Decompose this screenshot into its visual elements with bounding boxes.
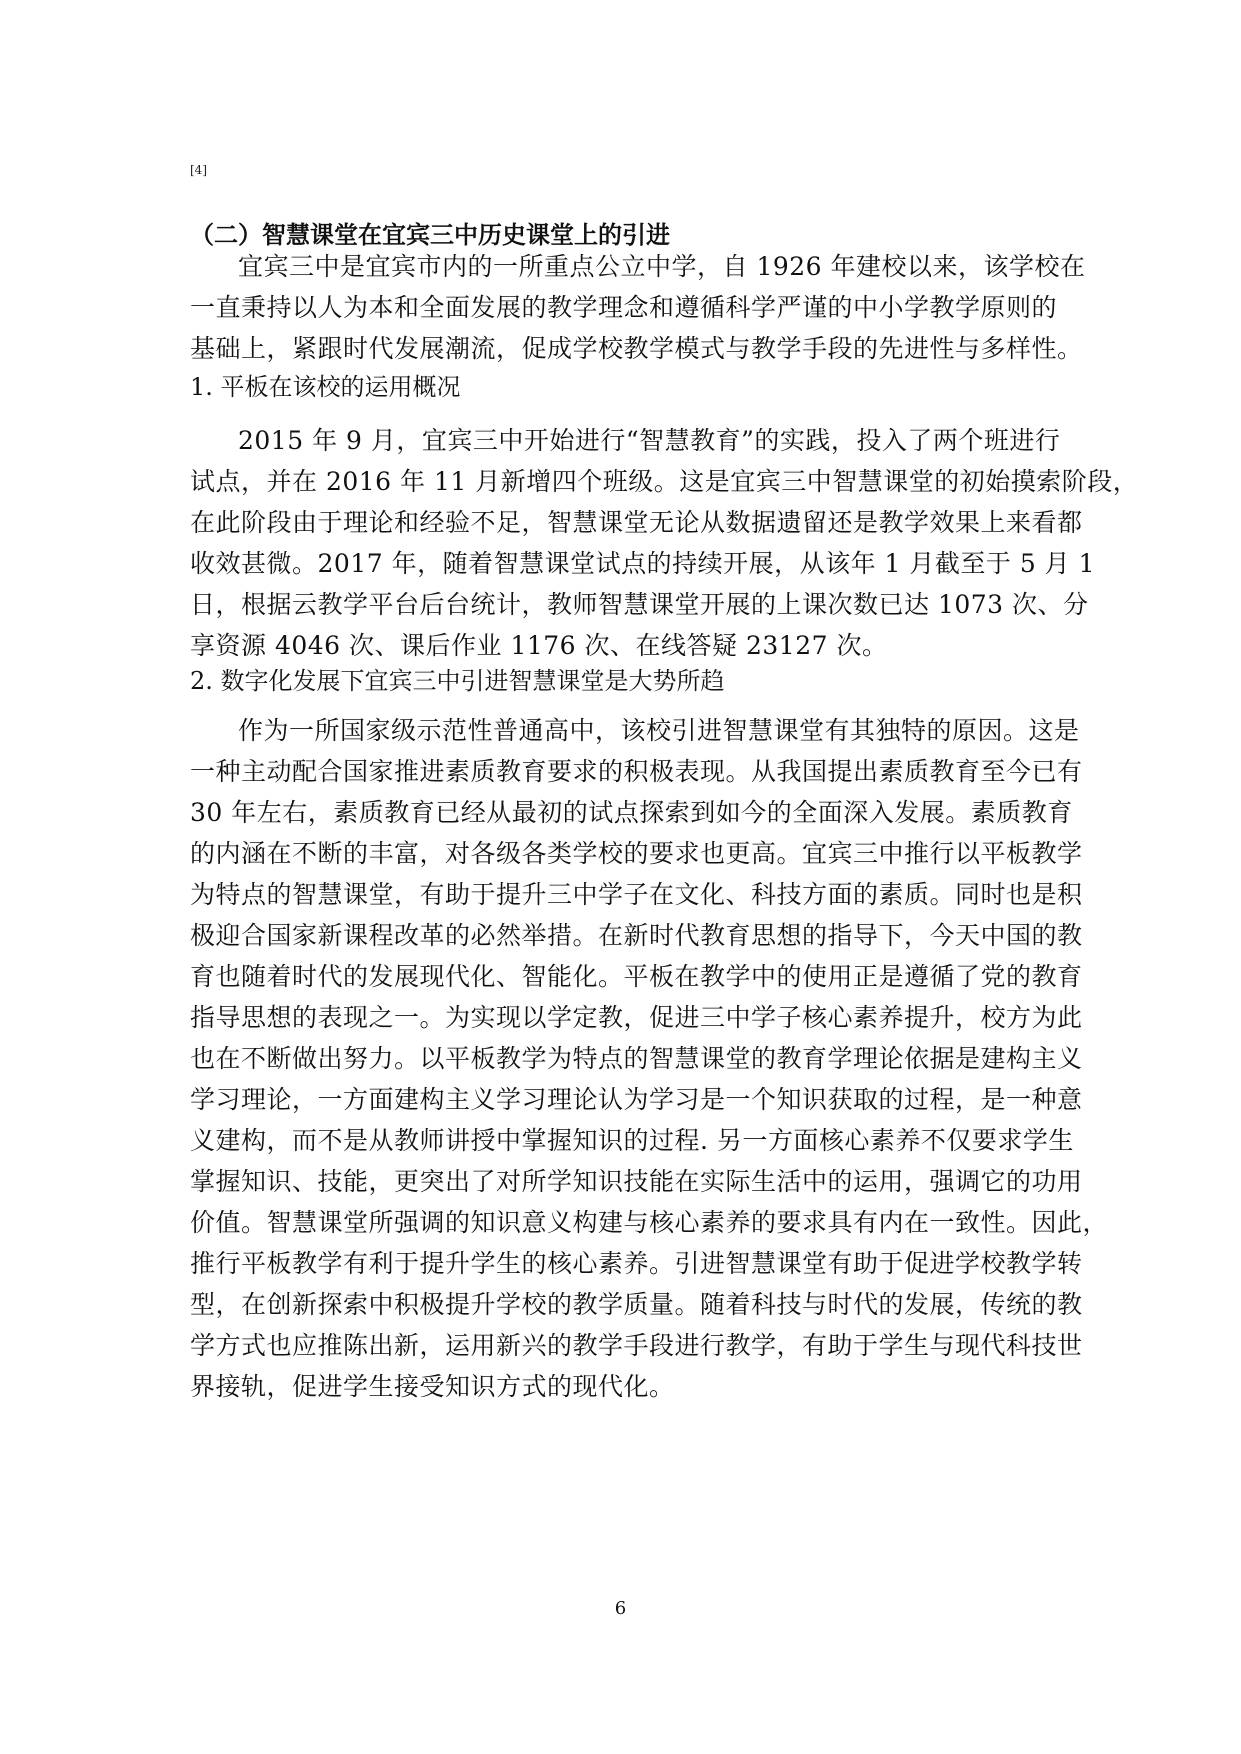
- text-line: 作为一所国家级示范性普通高中，该校引进智慧课堂有其独特的原因。这是: [238, 716, 1080, 745]
- text-line: 义建构，而不是从教师讲授中掌握知识的过程. 另一方面核心素养不仅要求学生: [190, 1126, 1074, 1155]
- subheading-tablet-usage: 1. 平板在该校的运用概况: [190, 373, 461, 401]
- text-line: 也在不断做出努力。以平板教学为特点的智慧课堂的教育学理论依据是建构主义: [190, 1044, 1083, 1073]
- footnote-reference: [4]: [190, 163, 207, 177]
- text-line: 育也随着时代的发展现代化、智能化。平板在教学中的使用正是遵循了党的教育: [190, 962, 1083, 991]
- paragraph-digital-trend: [190, 710, 1109, 1407]
- text-line: 基础上，紧跟时代发展潮流，促成学校教学模式与教学手段的先进性与多样性。: [190, 334, 1083, 363]
- text-line: 宜宾三中是宜宾市内的一所重点公立中学，自 1926 年建校以来，该学校在: [238, 252, 1086, 281]
- text-line: 推行平板教学有利于提升学生的核心素养。引进智慧课堂有助于促进学校教学转: [190, 1249, 1083, 1278]
- text-line: 享资源 4046 次、课后作业 1176 次、在线答疑 23127 次。: [190, 631, 888, 660]
- text-line: 价值。智慧课堂所强调的知识意义构建与核心素养的要求具有内在一致性。因此，: [190, 1208, 1109, 1237]
- text-line: 收效甚微。2017 年，随着智慧课堂试点的持续开展，从该年 1 月截至于 5 月 1: [190, 549, 1096, 578]
- text-line: 一直秉持以人为本和全面发展的教学理念和遵循科学严谨的中小学教学原则的: [190, 293, 1058, 322]
- page-number: 6: [614, 1598, 627, 1619]
- text-line: 学习理论，一方面建构主义学习理论认为学习是一个知识获取的过程，是一种意: [190, 1085, 1083, 1114]
- text-line: 界接轨，促进学生接受知识方式的现代化。: [190, 1372, 675, 1401]
- text-line: 在此阶段由于理论和经验不足，智慧课堂无论从数据遗留还是教学效果上来看都: [190, 508, 1083, 537]
- paragraph-tablet-usage: [190, 420, 1139, 666]
- text-line: 极迎合国家新课程改革的必然举措。在新时代教育思想的指导下，今天中国的教: [190, 921, 1083, 950]
- text-line: 指导思想的表现之一。为实现以学定教，促进三中学子核心素养提升，校方为此: [190, 1003, 1083, 1032]
- text-line: 2015 年 9 月，宜宾三中开始进行“智慧教育”的实践，投入了两个班进行: [238, 426, 1061, 455]
- text-line: 为特点的智慧课堂，有助于提升三中学子在文化、科技方面的素质。同时也是积: [190, 880, 1083, 909]
- text-line: 型，在创新探索中积极提升学校的教学质量。随着科技与时代的发展，传统的教: [190, 1290, 1083, 1319]
- text-line: 的内涵在不断的丰富，对各级各类学校的要求也更高。宜宾三中推行以平板教学: [190, 839, 1083, 868]
- paragraph-school-intro: [190, 246, 1086, 369]
- text-line: 学方式也应推陈出新，运用新兴的教学手段进行教学，有助于学生与现代科技世: [190, 1331, 1083, 1360]
- text-line: 掌握知识、技能，更突出了对所学知识技能在实际生活中的运用，强调它的功用: [190, 1167, 1083, 1196]
- text-line: 30 年左右，素质教育已经从最初的试点探索到如今的全面深入发展。素质教育: [190, 798, 1073, 827]
- subheading-digital-trend: 2. 数字化发展下宜宾三中引进智慧课堂是大势所趋: [190, 667, 725, 695]
- text-line: 一种主动配合国家推进素质教育要求的积极表现。从我国提出素质教育至今已有: [190, 757, 1083, 786]
- text-line: 日，根据云教学平台后台统计，教师智慧课堂开展的上课次数已达 1073 次、分: [190, 590, 1089, 619]
- section-heading: （二）智慧课堂在宜宾三中历史课堂上的引进: [190, 221, 670, 249]
- text-line: 试点，并在 2016 年 11 月新增四个班级。这是宜宾三中智慧课堂的初始摸索阶段，: [190, 467, 1139, 496]
